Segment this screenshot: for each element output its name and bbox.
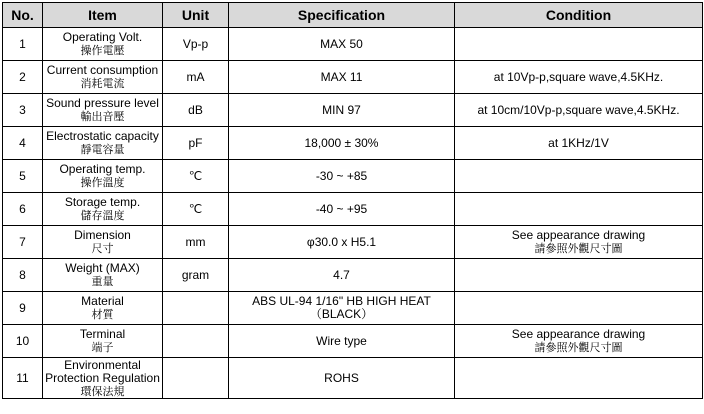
condition-cell (455, 325, 703, 358)
spec-cell (229, 292, 455, 325)
condition-value-chinese: 請參照外觀尺寸圖 (534, 341, 623, 354)
item-name-chinese: 環保法規 (80, 384, 125, 398)
spec-cell (229, 127, 455, 160)
condition-cell (455, 193, 703, 226)
item-name-chinese: 操作溫度 (80, 176, 125, 189)
item-cell (43, 193, 163, 226)
header-no: No. (3, 3, 43, 28)
condition-cell (455, 28, 703, 61)
table-row (3, 28, 703, 61)
row-number: 1 (3, 28, 43, 61)
table-row (3, 226, 703, 259)
item-name-chinese: 輸出音壓 (80, 110, 125, 123)
item-cell (43, 160, 163, 193)
condition-cell (455, 358, 703, 399)
item-name-chinese: 材質 (91, 308, 114, 321)
row-number: 6 (3, 193, 43, 226)
condition-cell (455, 94, 703, 127)
spec-value: Wire type (316, 333, 367, 348)
item-name: Material (81, 294, 124, 308)
table-row (3, 292, 703, 325)
unit-cell (163, 325, 229, 358)
item-name: Environmental Protection Regulation (45, 357, 160, 385)
spec-value: MAX 50 (320, 36, 363, 51)
item-name-chinese: 操作電壓 (80, 44, 125, 57)
condition-cell (455, 61, 703, 94)
row-number: 9 (3, 292, 43, 325)
condition-value: See appearance drawing (511, 327, 646, 341)
unit-cell: Vp-p (163, 28, 229, 61)
item-name-chinese: 端子 (91, 341, 114, 354)
row-number: 10 (3, 325, 43, 358)
header-condition: Condition (455, 3, 703, 28)
table-row (3, 193, 703, 226)
spec-cell (229, 358, 455, 399)
item-name: Storage temp. (64, 195, 141, 209)
item-name-chinese: 靜電容量 (80, 143, 125, 156)
condition-value: at 1KHz/1V (548, 135, 609, 150)
item-name: Electrostatic capacity (46, 129, 159, 143)
item-name: Weight (MAX) (65, 261, 140, 275)
condition-value: See appearance drawing (511, 228, 646, 242)
item-name: Operating temp. (59, 162, 146, 176)
header-item: Item (43, 3, 163, 28)
spec-cell (229, 160, 455, 193)
unit-cell: mm (163, 226, 229, 259)
unit-cell: pF (163, 127, 229, 160)
spec-value: ABS UL-94 1/16" HB HIGH HEAT (252, 294, 431, 308)
row-number: 7 (3, 226, 43, 259)
item-cell (43, 259, 163, 292)
condition-cell (455, 127, 703, 160)
row-number: 11 (3, 358, 43, 399)
item-name-chinese: 儲存溫度 (80, 209, 125, 222)
row-number: 2 (3, 61, 43, 94)
unit-cell: gram (163, 259, 229, 292)
spec-cell (229, 259, 455, 292)
item-cell (43, 94, 163, 127)
item-cell (43, 127, 163, 160)
spec-cell (229, 61, 455, 94)
table-row (3, 61, 703, 94)
table-row (3, 160, 703, 193)
unit-cell: dB (163, 94, 229, 127)
item-name: Terminal (79, 327, 126, 341)
spec-value: φ30.0 x H5.1 (306, 234, 377, 249)
item-name-chinese: 尺寸 (91, 242, 114, 255)
spec-value: 4.7 (333, 267, 350, 282)
row-number: 4 (3, 127, 43, 160)
spec-value: -30 ~ +85 (315, 168, 368, 183)
spec-value: -40 ~ +95 (315, 201, 368, 216)
item-cell (43, 61, 163, 94)
condition-cell (455, 160, 703, 193)
condition-value-chinese: 請參照外觀尺寸圖 (534, 242, 623, 255)
spec-value: ROHS (324, 370, 359, 385)
spec-value: MIN 97 (322, 102, 361, 117)
header-specification: Specification (229, 3, 455, 28)
item-name-chinese: 重量 (91, 275, 114, 288)
unit-cell (163, 358, 229, 399)
item-name: Current consumption (46, 63, 159, 77)
item-cell (43, 358, 163, 399)
item-cell (43, 226, 163, 259)
item-name-chinese: 消耗電流 (80, 77, 125, 90)
spec-cell (229, 226, 455, 259)
item-name: Operating Volt. (62, 30, 143, 44)
item-name: Sound pressure level (46, 96, 159, 110)
condition-cell (455, 226, 703, 259)
table-row (3, 325, 703, 358)
spec-value-line2: （BLACK） (309, 307, 374, 321)
condition-cell (455, 292, 703, 325)
spec-value: 18,000 ± 30% (304, 135, 379, 150)
condition-value: at 10Vp-p,square wave,4.5KHz. (493, 69, 664, 84)
table-row (3, 259, 703, 292)
condition-cell (455, 259, 703, 292)
table-row (3, 358, 703, 399)
row-number: 8 (3, 259, 43, 292)
item-cell (43, 292, 163, 325)
header-row (3, 3, 703, 28)
table-row (3, 94, 703, 127)
spec-cell (229, 193, 455, 226)
spec-cell (229, 28, 455, 61)
row-number: 5 (3, 160, 43, 193)
condition-value: at 10cm/10Vp-p,square wave,4.5KHz. (477, 102, 680, 117)
spec-cell (229, 325, 455, 358)
item-name: Dimension (74, 228, 131, 242)
header-unit: Unit (163, 3, 229, 28)
unit-cell (163, 292, 229, 325)
spec-value: MAX 11 (320, 69, 363, 84)
unit-cell: ℃ (163, 160, 229, 193)
spec-cell (229, 94, 455, 127)
specification-table (2, 2, 703, 399)
table-row (3, 127, 703, 160)
unit-cell: ℃ (163, 193, 229, 226)
item-cell (43, 325, 163, 358)
unit-cell: mA (163, 61, 229, 94)
row-number: 3 (3, 94, 43, 127)
item-cell (43, 28, 163, 61)
